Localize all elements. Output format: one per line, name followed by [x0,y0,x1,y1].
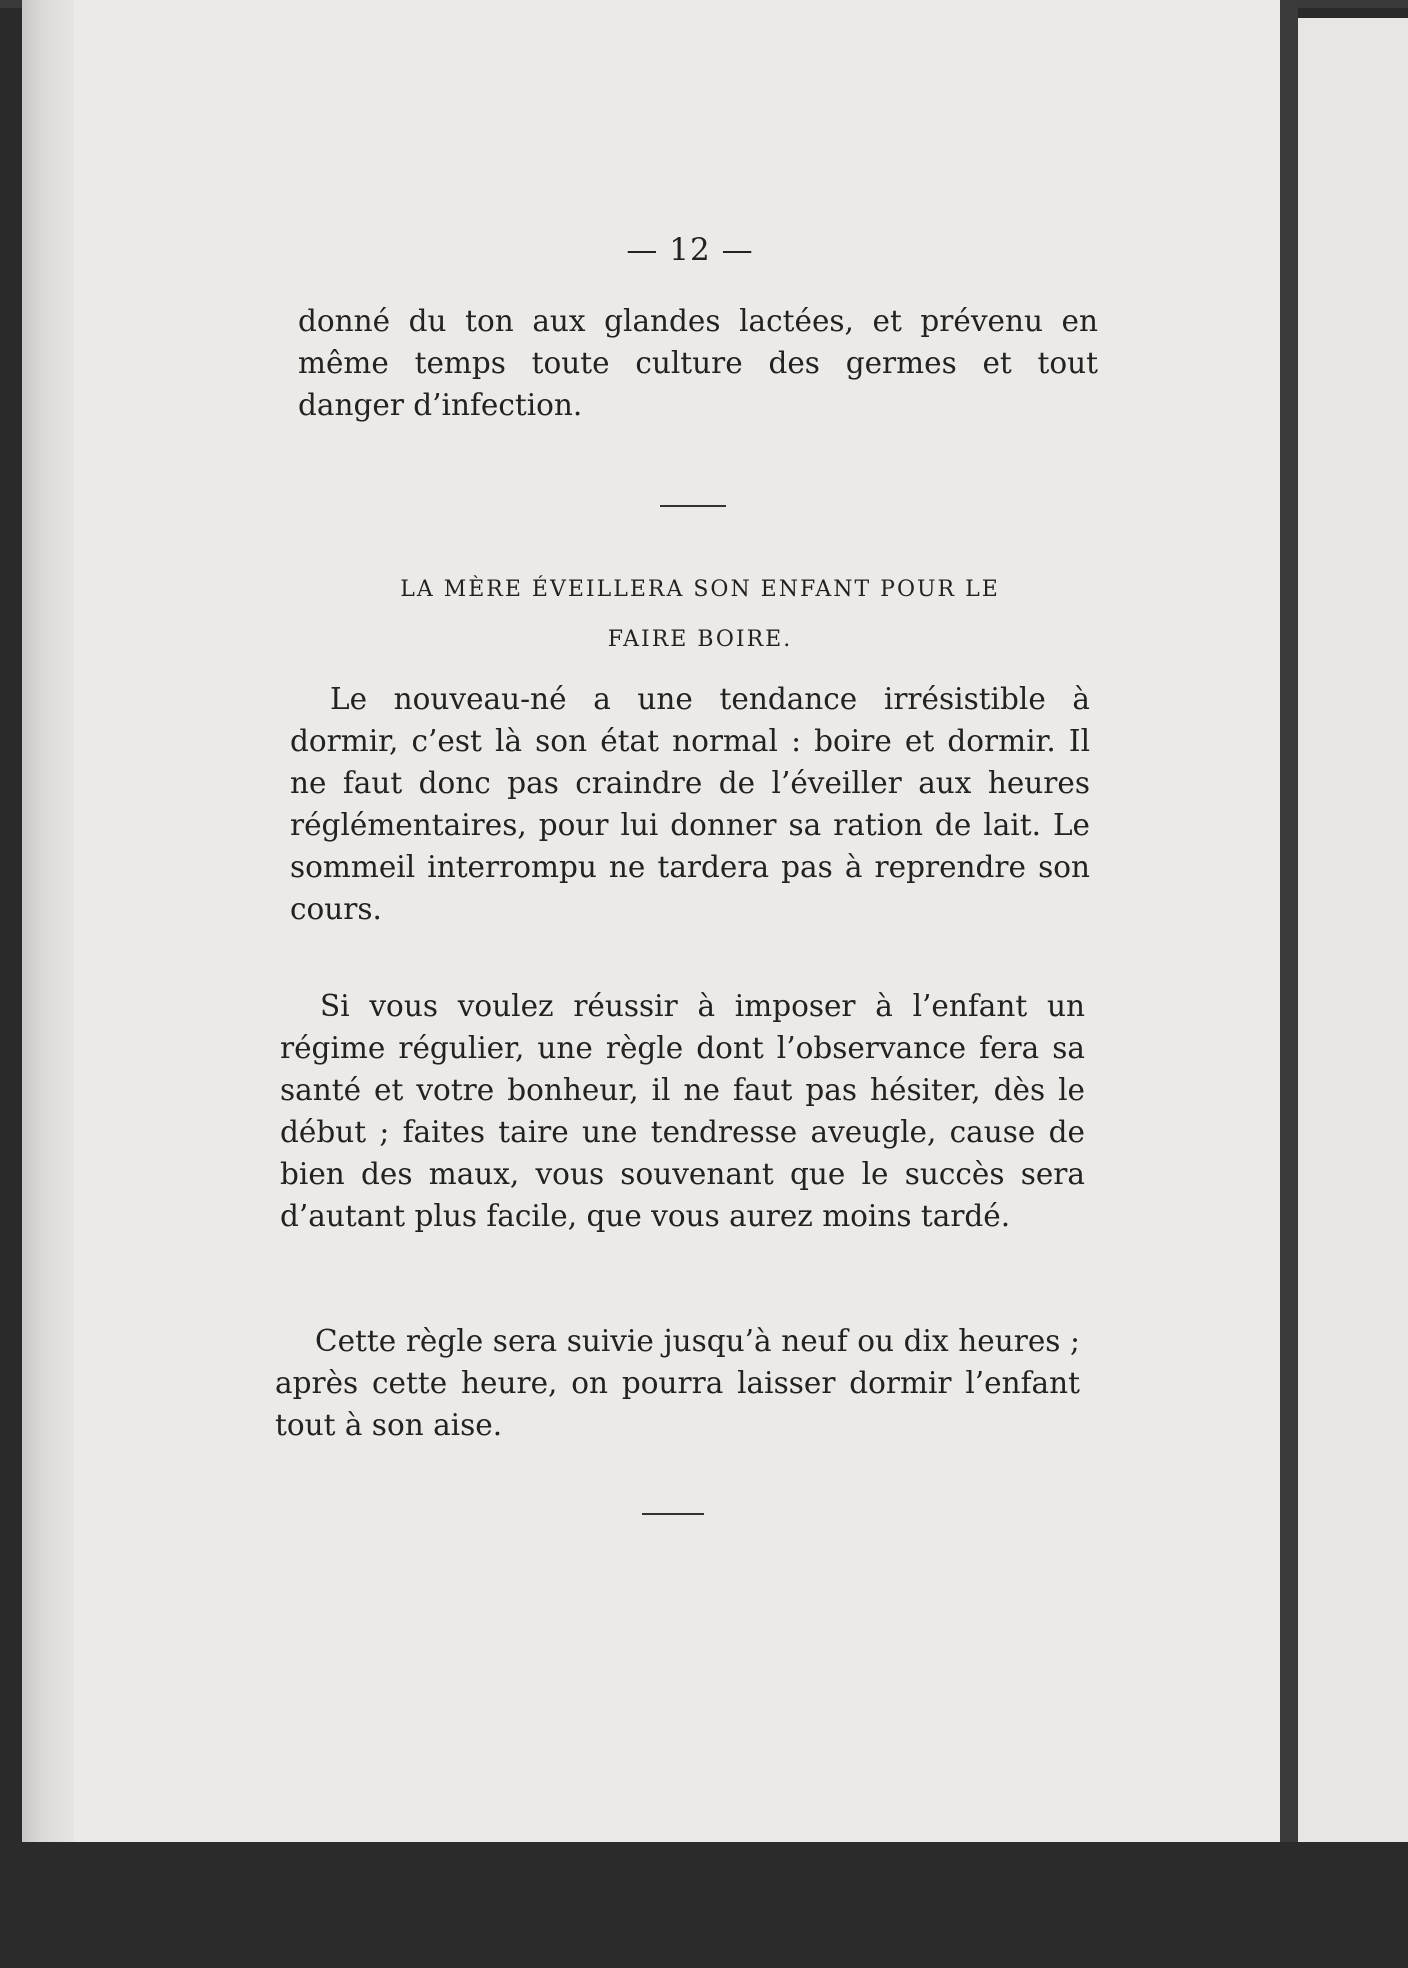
paragraph-2: Si vous voulez réussir à imposer à l’enfant un régime régulier, une règle dont l’observance fera sa santé et votre bonheur, il ne faut pas hésiter, dès le début ; faites taire une tendresse aveugle, cause de bien des maux, vous souvenant que le succès sera d’autant plus facile, que vous aurez moins tardé. [280,989,1085,1233]
page-edge-shading [22,0,74,1842]
paragraph-3: Cette règle sera suivie jusqu’à neuf ou dix heures ; après cette heure, on pourra laisser dormir l’enfant tout à son aise. [275,1324,1080,1442]
paragraph-1: Le nouveau-né a une tendance irrésistible à dormir, c’est là son état normal : boire et dormir. Il ne faut donc pas craindre de l’éveiller aux heures réglémentaires, pour lui donner sa ration de lait. Le sommeil interrompu ne tardera pas à reprendre son cours. [290,682,1090,926]
section-divider [660,505,726,507]
section-heading [300,565,1100,665]
scan-bottom-border [0,1842,1408,1968]
page-number: — 12 — [626,232,754,268]
adjacent-page [1298,18,1408,1842]
section-heading-line-1: LA MÈRE ÉVEILLERA SON ENFANT POUR LE [400,577,1000,602]
intro-paragraph: donné du ton aux glandes lactées, et prévenu en même temps toute culture des germes et tout danger d’infection. [298,304,1098,422]
section-heading-line-2: FAIRE BOIRE. [607,627,793,652]
binding-edge [1280,0,1298,1842]
end-divider [642,1513,704,1515]
